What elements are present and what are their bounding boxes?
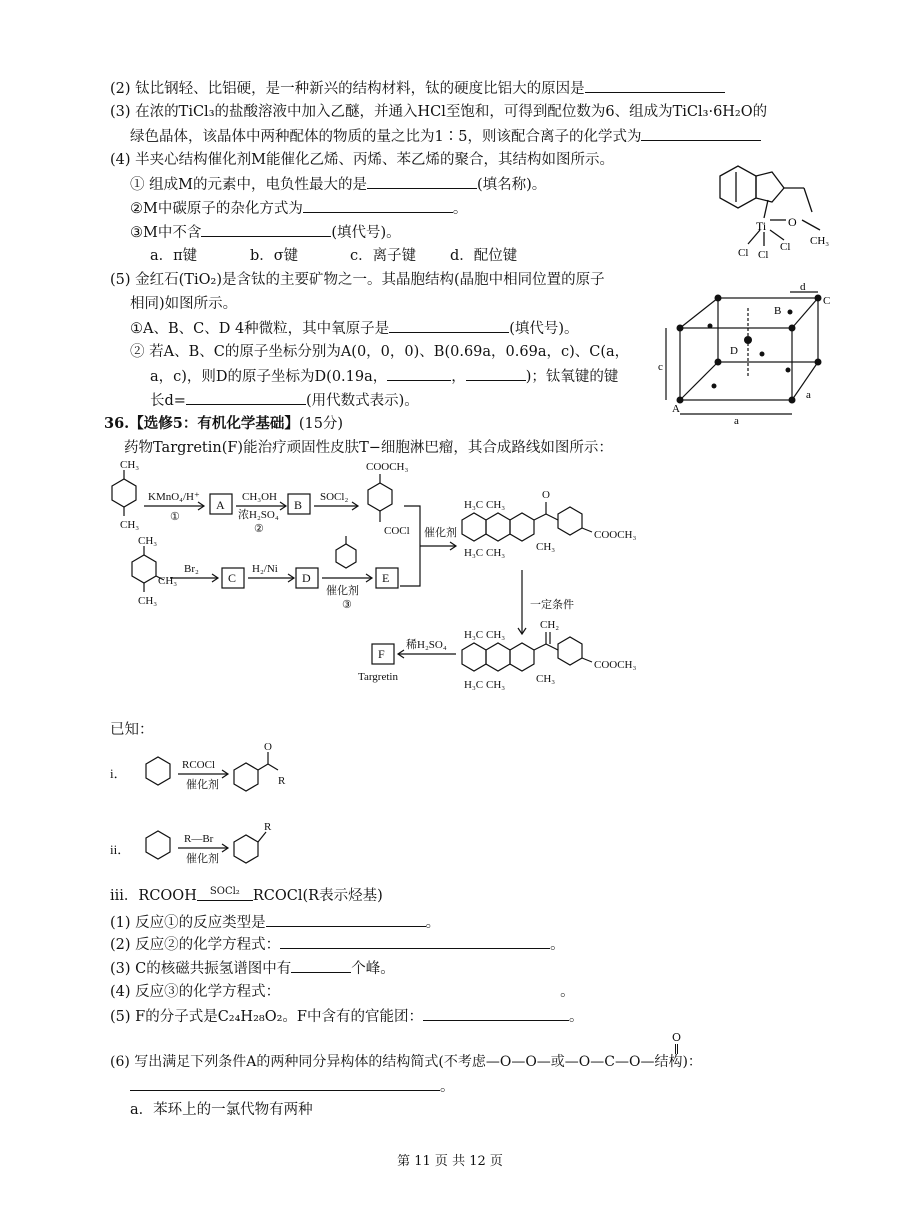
- q35-part3-line2: 绿色晶体，该晶体中两种配体的物质的量之比为1∶5，则该配合离子的化学式为: [130, 126, 761, 147]
- ch3-label: CH₃: [486, 499, 506, 511]
- compound-d-box[interactable]: D: [302, 571, 311, 585]
- q35-part2: (2) 钛比钢轻、比铝硬，是一种新兴的结构材料，钛的硬度比铝大的原因是: [110, 78, 725, 99]
- reaction-condition: 一定条件: [530, 599, 574, 611]
- cooch3-label: COOCH₃: [594, 529, 637, 541]
- carbonyl-o-label: O: [672, 1031, 682, 1044]
- step-3-label: ③: [342, 599, 352, 611]
- drug-name-label: Targretin: [358, 671, 398, 683]
- q35-part5-2-line2: a，c)，则D的原子坐标为D(0.19a， ， )；钛氧键的键: [150, 366, 618, 387]
- q36-condition-a: a．苯环上的一氯代物有两种: [130, 1102, 313, 1118]
- reagent-kmno4: KMnO₄/H⁺: [148, 491, 200, 503]
- q35-part5-line2: 相同)如图所示。: [130, 296, 238, 312]
- catalyst-m-structure: [700, 158, 840, 260]
- atom-d-label: D: [730, 345, 738, 357]
- compound-a-box[interactable]: A: [216, 498, 225, 512]
- r-group-label: R: [264, 821, 272, 833]
- edge-a-label: a: [734, 415, 739, 426]
- answer-blank[interactable]: [201, 222, 331, 237]
- page-footer: 第 11 页 共 12 页: [397, 1154, 503, 1169]
- ch3-label: CH₃: [138, 535, 158, 547]
- h3c-label: H₃C: [464, 679, 484, 691]
- reagent-h2ni: H₂/Ni: [252, 563, 278, 575]
- answer-blank[interactable]: [280, 934, 550, 949]
- option-d[interactable]: d．配位键: [450, 248, 518, 264]
- carbonyl-o-label: O: [264, 741, 272, 753]
- r-group-label: R: [278, 775, 286, 787]
- reagent-br2: Br₂: [184, 563, 199, 575]
- q36-sub1: (1) 反应①的反应类型是 。: [110, 912, 440, 933]
- reagent-dilute-h2so4: 稀H₂SO₄: [406, 639, 447, 651]
- cooch3-label: COOCH₃: [366, 461, 409, 473]
- ch3-label: CH₃: [138, 595, 158, 607]
- compound-c-box[interactable]: C: [228, 571, 237, 585]
- q36-intro: 药物Targretin(F)能治疗顽固性皮肤T−细胞淋巴瘤，其合成路线如图所示：: [124, 440, 613, 456]
- h3c-label: H₃C: [464, 629, 484, 641]
- ch3-label: CH₃: [486, 629, 506, 641]
- carbonyl-o-label: O: [542, 489, 550, 501]
- step-1-label: ①: [170, 511, 180, 523]
- q36-sub2: (2) 反应②的化学方程式： 。: [110, 934, 565, 955]
- atom-a-label: A: [672, 403, 680, 415]
- ch3-label: CH₃: [120, 459, 140, 471]
- ch3-label: CH₃: [486, 547, 506, 559]
- cocl-label: COCl: [384, 525, 410, 537]
- answer-blank[interactable]: [130, 1076, 440, 1091]
- compound-e-box[interactable]: E: [382, 571, 390, 585]
- compound-b-box[interactable]: B: [294, 498, 303, 512]
- q35-part4-3: ③M中不含 (填代号)。: [130, 222, 401, 243]
- compound-f-box[interactable]: F: [378, 647, 385, 661]
- h3c-label: H₃C: [464, 547, 484, 559]
- answer-blank[interactable]: [387, 366, 451, 381]
- reagent-catalyst: 催化剂: [186, 779, 219, 791]
- option-b[interactable]: b．σ键: [250, 248, 299, 264]
- q35-part4-2: ②M中碳原子的杂化方式为 。: [130, 198, 467, 219]
- q36-sub5: (5) F的分子式是C₂₄H₂₈O₂。F中含有的官能团： 。: [110, 1006, 583, 1027]
- known-reaction-iii: iii．RCOOH SOCl₂ RCOCl(R表示烃基): [110, 886, 383, 904]
- known-i-label: i．: [110, 766, 127, 781]
- option-c[interactable]: c．离子键: [350, 248, 417, 264]
- step-2-label: ②: [254, 523, 264, 535]
- answer-blank[interactable]: [291, 958, 351, 973]
- ch2-label: CH₂: [540, 619, 560, 631]
- q35-part4: (4) 半夹心结构催化剂M能催化乙烯、丙烯、苯乙烯的聚合，其结构如图所示。: [110, 152, 614, 168]
- reagent-h2so4: 浓H₂SO₄: [238, 509, 279, 521]
- known-reaction-i: [110, 740, 310, 808]
- known-reaction-ii: [110, 818, 310, 878]
- answer-blank[interactable]: [466, 366, 526, 381]
- h3c-label: H₃C: [464, 499, 484, 511]
- o-label: O: [788, 215, 797, 229]
- cooch3-label: COOCH₃: [594, 659, 637, 671]
- q35-part5-2-line1: ② 若A、B、C的原子坐标分别为A(0，0，0)、B(0.69a，0.69a，c)、C(a，: [130, 344, 630, 360]
- q36-sub6: (6) 写出满足下列条件A的两种同分异构体的结构简式(不考虑—O—O—或—O—C—O—结构)：: [110, 1054, 702, 1070]
- answer-blank[interactable]: [389, 318, 509, 333]
- cl-label: Cl: [780, 241, 791, 253]
- reagent-rcocl: RCOCl: [182, 759, 216, 771]
- answer-blank[interactable]: [641, 126, 761, 141]
- q35-part5-1: ①A、B、C、D 4种微粒，其中氧原子是 (填代号)。: [130, 318, 579, 339]
- reagent-rbr: R—Br: [184, 833, 214, 845]
- rutile-unit-cell: [658, 278, 840, 426]
- reagent-catalyst: 催化剂: [424, 527, 457, 539]
- ch3-label: CH₃: [158, 575, 178, 587]
- reagent-ch3oh: CH₃OH: [242, 491, 278, 503]
- answer-blank[interactable]: [303, 198, 453, 213]
- known-label: 已知：: [110, 722, 154, 738]
- ch3-label: CH₃: [486, 679, 506, 691]
- answer-blank[interactable]: [186, 390, 306, 405]
- known-ii-label: ii．: [110, 842, 131, 857]
- q35-options: [150, 246, 517, 266]
- ch3-label: CH₃: [810, 235, 830, 247]
- q36-sub4: (4) 反应③的化学方程式： 。: [110, 984, 575, 1000]
- q36-heading: 36.【选修5：有机化学基础】(15分): [104, 415, 344, 432]
- bond-d-label: d: [800, 281, 806, 293]
- q36-sub3: (3) C的核磁共振氢谱图中有 个峰。: [110, 958, 395, 979]
- answer-blank[interactable]: [423, 1006, 569, 1021]
- answer-blank[interactable]: [585, 78, 725, 93]
- reagent-socl2: SOCl₂: [320, 491, 349, 503]
- q35-part5-line1: (5) 金红石(TiO₂)是含钛的主要矿物之一。其晶胞结构(晶胞中相同位置的原子: [110, 272, 605, 288]
- atom-c-label: C: [823, 295, 831, 307]
- synthesis-route: [100, 458, 660, 720]
- atom-b-label: B: [774, 305, 782, 317]
- ch3-label: CH₃: [536, 673, 556, 685]
- edge-c-label: c: [658, 361, 663, 373]
- q35-part5-2-line3: 长d= (用代数式表示)。: [150, 390, 419, 411]
- answer-blank[interactable]: [367, 174, 477, 189]
- ch3-label: CH₃: [536, 541, 556, 553]
- option-a[interactable]: a．π键: [150, 248, 198, 264]
- reagent-catalyst: 催化剂: [186, 853, 219, 865]
- q36-sub6-answer: 。: [130, 1076, 455, 1097]
- cl-label: Cl: [738, 247, 749, 259]
- cl-label: Cl: [758, 249, 769, 260]
- reaction-arrow: SOCl₂: [197, 887, 253, 901]
- reagent-catalyst: 催化剂: [326, 585, 359, 597]
- ch3-label: CH₃: [120, 519, 140, 531]
- answer-blank[interactable]: [266, 912, 426, 927]
- edge-a-label: a: [806, 389, 811, 401]
- ti-label: Ti: [756, 219, 767, 233]
- q35-part4-1: ① 组成M的元素中，电负性最大的是 (填名称)。: [130, 174, 546, 195]
- q35-part3-line1: (3) 在浓的TiCl₃的盐酸溶液中加入乙醚，并通入HCl至饱和，可得到配位数为6、组成为TiCl₃·6H₂O的: [110, 104, 768, 120]
